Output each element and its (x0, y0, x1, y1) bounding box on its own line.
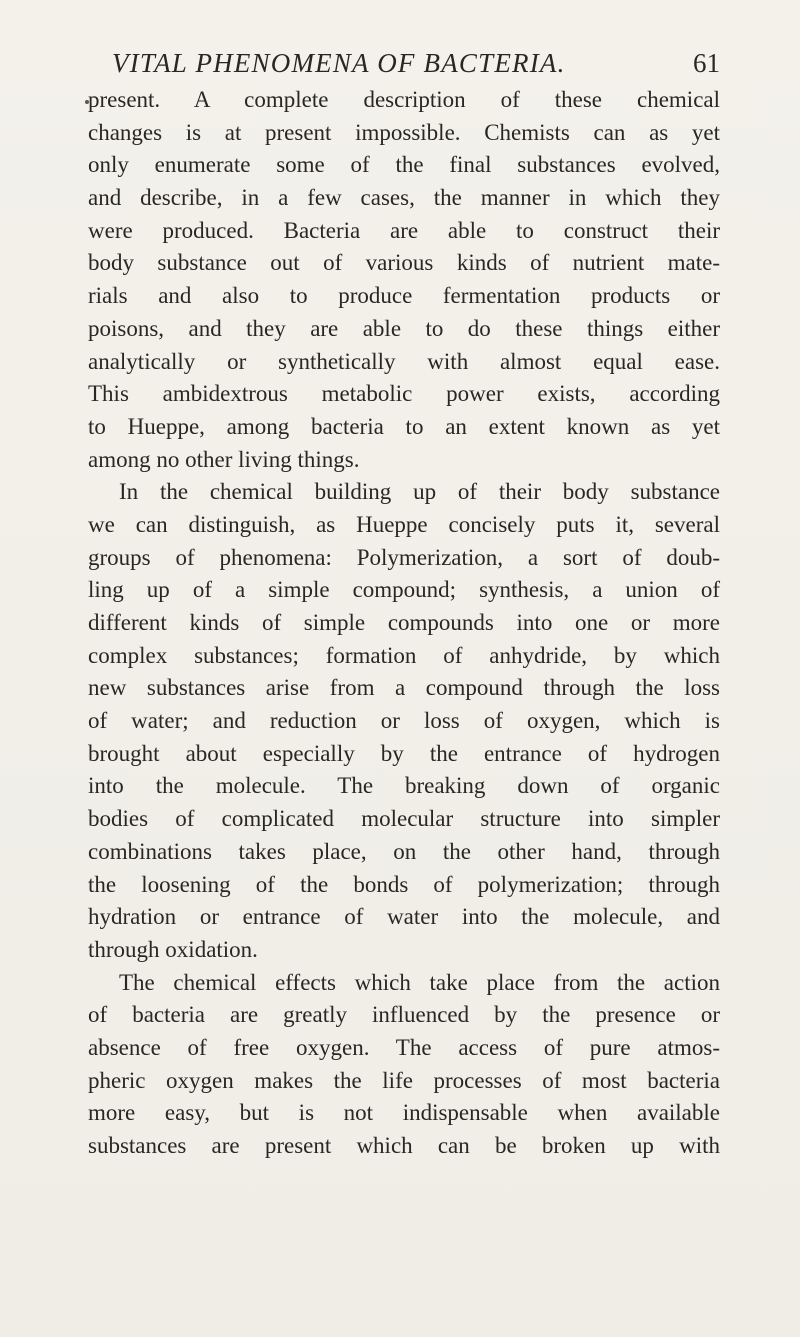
text-line: of water; and reduction or loss of oxygen, which is (88, 708, 720, 734)
text-line: and describe, in a few cases, the manner in which they (88, 185, 720, 211)
text-line: to Hueppe, among bacteria to an extent known as yet (88, 413, 720, 439)
text-line: the loosening of the bonds of polymerization; through (88, 871, 720, 897)
text-line: more easy, but is not indispensable when available (88, 1100, 720, 1126)
text-line: The chemical effects which take place from the action (119, 969, 720, 995)
text-line: ling up of a simple compound; synthesis, a union of (88, 577, 720, 603)
text-line: into the molecule. The breaking down of organic (88, 773, 720, 799)
text-line: complex substances; formation of anhydride, by which (88, 642, 720, 668)
text-line: brought about especially by the entrance of hydrogen (88, 740, 720, 766)
text-line: poisons, and they are able to do these things either (88, 315, 720, 341)
text-line: we can distinguish, as Hueppe concisely puts it, several (88, 511, 720, 537)
text-line: hydration or entrance of water into the molecule, and (88, 904, 720, 930)
body-text (88, 84, 720, 1163)
text-line: bodies of complicated molecular structure into simpler (88, 806, 720, 832)
text-line: substances are present which can be broken up with (88, 1133, 720, 1158)
text-line: were produced. Bacteria are able to construct their (88, 217, 720, 243)
text-line: present. A complete description of these chemical (88, 87, 720, 112)
text-line: among no other living things. (88, 446, 360, 472)
text-line: different kinds of simple compounds into one or more (88, 610, 720, 635)
text-line: combinations takes place, on the other hand, through (88, 838, 720, 864)
text-line: through oxidation. (88, 936, 258, 962)
running-head: VITAL PHENOMENA OF BACTERIA. (112, 48, 566, 78)
page-header (90, 48, 720, 88)
text-line: changes is at present impossible. Chemists can as yet (88, 119, 720, 145)
text-line: new substances arise from a compound through the loss (88, 675, 720, 701)
page-number: 61 (693, 48, 720, 78)
text-line: pheric oxygen makes the life processes of most bacteria (88, 1067, 720, 1093)
text-line: only enumerate some of the final substances evolved, (88, 152, 720, 178)
text-line: rials and also to produce fermentation products or (88, 283, 720, 309)
text-line: In the chemical building up of their body substance (119, 479, 720, 505)
text-line: of bacteria are greatly influenced by the presence or (88, 1002, 720, 1028)
text-line: groups of phenomena: Polymerization, a sort of doub- (88, 544, 720, 570)
text-line: absence of free oxygen. The access of pure atmos- (88, 1034, 720, 1060)
text-line: analytically or synthetically with almost equal ease. (88, 348, 720, 374)
text-line: This ambidextrous metabolic power exists, according (88, 381, 720, 407)
text-line: body substance out of various kinds of nutrient mate- (88, 250, 720, 276)
